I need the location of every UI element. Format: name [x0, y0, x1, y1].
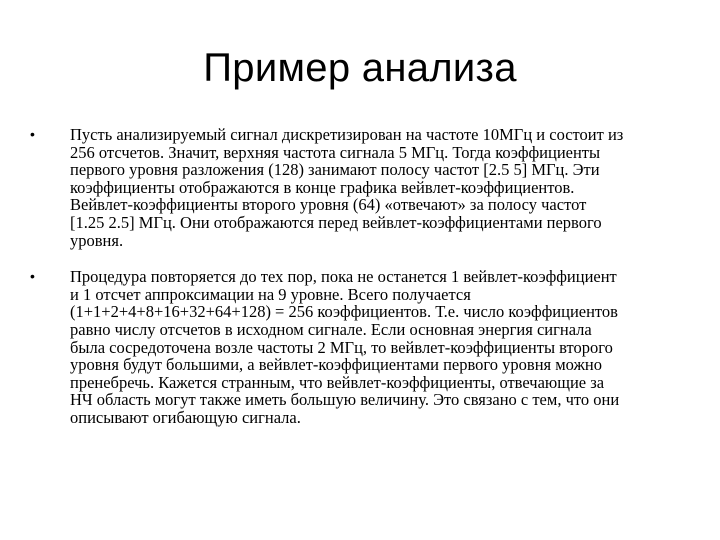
bullet-1-line: Вейвлет-коэффициенты второго уровня (64) «отвечают» за полосу частот [70, 195, 587, 215]
bullet-2-line: описывают огибающую сигнала. [70, 407, 301, 427]
bullet-icon: • [30, 268, 35, 285]
bullet-2-line: уровня будут большими, а вейвлет-коэффициентами первого уровня можно [70, 355, 603, 375]
slide-title: Пример анализа [203, 46, 517, 90]
bullet-list [30, 126, 682, 427]
bullet-2-line: и 1 отсчет аппроксимации на 9 уровне. Всего получается [70, 284, 471, 304]
bullet-item-1 [30, 126, 682, 249]
bullet-1-line: первого уровня разложения (128) занимают полосу частот [2.5 5] МГц. Эти [70, 160, 600, 180]
bullet-1-line: коэффициенты отображаются в конце графика вейвлет-коэффициентов. [70, 177, 575, 197]
bullet-2-line: Процедура повторяется до тех пор, пока не останется 1 вейвлет-коэффициент [70, 267, 617, 287]
bullet-item-2 [30, 268, 682, 426]
bullet-2-line: была сосредоточена возле частоты 2 МГц, то вейвлет-коэффициенты второго [70, 337, 613, 357]
bullet-2-line: равно числу отсчетов в исходном сигнале. Если основная энергия сигнала [70, 319, 592, 339]
bullet-1-line: уровня. [70, 230, 124, 250]
bullet-2-line: НЧ область могут также иметь большую величину. Это связано с тем, что они [70, 390, 620, 410]
bullet-icon: • [30, 126, 35, 142]
bullet-2-line: (1+1+2+4+8+16+32+64+128) = 256 коэффициентов. Т.е. число коэффициентов [70, 302, 618, 322]
bullet-1-line: 256 отсчетов. Значит, верхняя частота сигнала 5 МГц. Тогда коэффициенты [70, 142, 601, 162]
bullet-2-line: пренебречь. Кажется странным, что вейвлет-коэффициенты, отвечающие за [70, 372, 605, 392]
bullet-1-line: [1.25 2.5] МГц. Они отображаются перед вейвлет-коэффициентами первого [70, 212, 602, 232]
bullet-1-line: Пусть анализируемый сигнал дискретизирован на частоте 10МГц и состоит из [70, 125, 624, 144]
